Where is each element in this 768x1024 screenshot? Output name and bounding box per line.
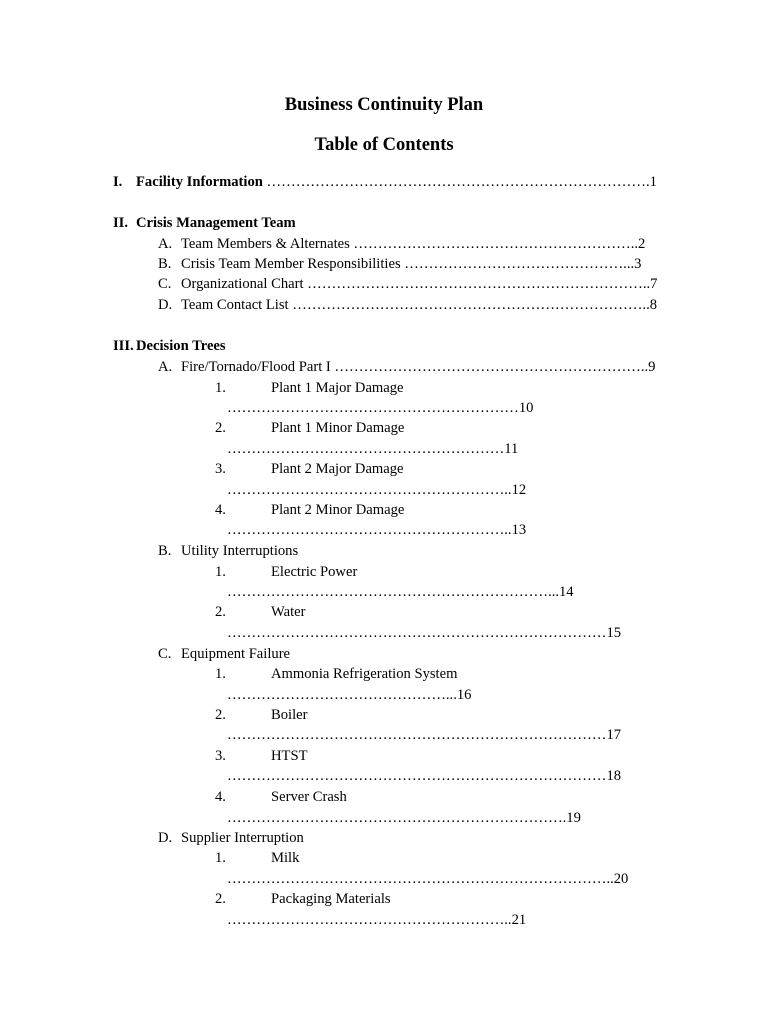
toc-entry-team-members[interactable]: Team Members & Alternates …………………………………………………..2 [181,236,646,252]
sub-number: 3. [215,748,226,764]
toc-entry-plant2-major[interactable]: Plant 2 Major Damage [271,461,404,477]
section-iii-numeral: III. [113,338,134,354]
sub-number: 4. [215,502,226,518]
item-letter: A. [158,359,173,375]
leader-line: …………………………………………………………….19 [227,810,581,826]
sub-number: 1. [215,850,226,866]
toc-entry-utility-interruptions[interactable]: Utility Interruptions [181,543,299,559]
toc-entry-org-chart[interactable]: Organizational Chart ……………………………………………………………..7 [181,276,658,292]
toc-entry-equipment-failure[interactable]: Equipment Failure [181,646,291,662]
section-ii-numeral: II. [113,215,129,231]
sub-number: 2. [215,707,226,723]
toc-entry-fire-tornado-flood[interactable]: Fire/Tornado/Flood Part I ………………………………………………………..9 [181,359,656,375]
item-letter: D. [158,830,173,846]
leader-line: …………………………………………………..21 [227,912,527,928]
leader-line: ……………………………………………………………………17 [227,727,622,743]
toc-entry-plant2-minor[interactable]: Plant 2 Minor Damage [271,502,405,518]
toc-entry-server-crash[interactable]: Server Crash [271,789,347,805]
toc-entry-boiler[interactable]: Boiler [271,707,308,723]
item-letter: C. [158,276,172,292]
leader-line: …………………………………………………..13 [227,522,527,538]
toc-entry-contact-list[interactable]: Team Contact List ………………………………………………………………..8 [181,297,658,313]
leader-line: …………………………………………………………...14 [227,584,574,600]
toc-heading: Table of Contents [314,135,454,155]
toc-entry-milk[interactable]: Milk [271,850,300,866]
sub-number: 1. [215,666,226,682]
leader-line: ……………………………………………………………………18 [227,768,622,784]
leader-line: ……………………………………………………………………15 [227,625,622,641]
sub-number: 2. [215,891,226,907]
sub-number: 2. [215,604,226,620]
item-letter: C. [158,646,172,662]
item-letter: D. [158,297,173,313]
section-ii-title[interactable]: Crisis Management Team [136,215,296,231]
toc-entry-water[interactable]: Water [271,604,306,620]
document-title: Business Continuity Plan [284,95,484,115]
section-i-leader: …………………………………………………………………….1 [262,174,657,190]
sub-number: 1. [215,564,226,580]
section-i-title: Facility Information [136,174,263,190]
toc-entry-htst[interactable]: HTST [271,748,308,764]
leader-line: ………………………………………...16 [227,687,472,703]
item-letter: B. [158,256,172,272]
leader-line: …………………………………………………..12 [227,482,527,498]
toc-entry-ammonia-refrigeration[interactable]: Ammonia Refrigeration System [271,666,458,682]
leader-line: ……………………………………………………………………..20 [227,871,629,887]
sub-number: 2. [215,420,226,436]
toc-entry-plant1-minor[interactable]: Plant 1 Minor Damage [271,420,405,436]
leader-line: …………………………………………………11 [227,441,519,457]
item-letter: A. [158,236,173,252]
toc-entry-facility-information[interactable] [136,172,657,192]
sub-number: 1. [215,380,226,396]
toc-entry-plant1-major[interactable]: Plant 1 Major Damage [271,380,404,396]
toc-entry-responsibilities[interactable]: Crisis Team Member Responsibilities ………………………………………...3 [181,256,642,272]
sub-number: 3. [215,461,226,477]
sub-number: 4. [215,789,226,805]
section-i-numeral: I. [113,174,123,190]
toc-entry-supplier-interruption[interactable]: Supplier Interruption [181,830,304,846]
toc-entry-packaging-materials[interactable]: Packaging Materials [271,891,391,907]
toc-entry-electric-power[interactable]: Electric Power [271,564,358,580]
leader-line: ……………………………………………………10 [227,400,534,416]
item-letter: B. [158,543,172,559]
section-iii-title[interactable]: Decision Trees [136,338,226,354]
